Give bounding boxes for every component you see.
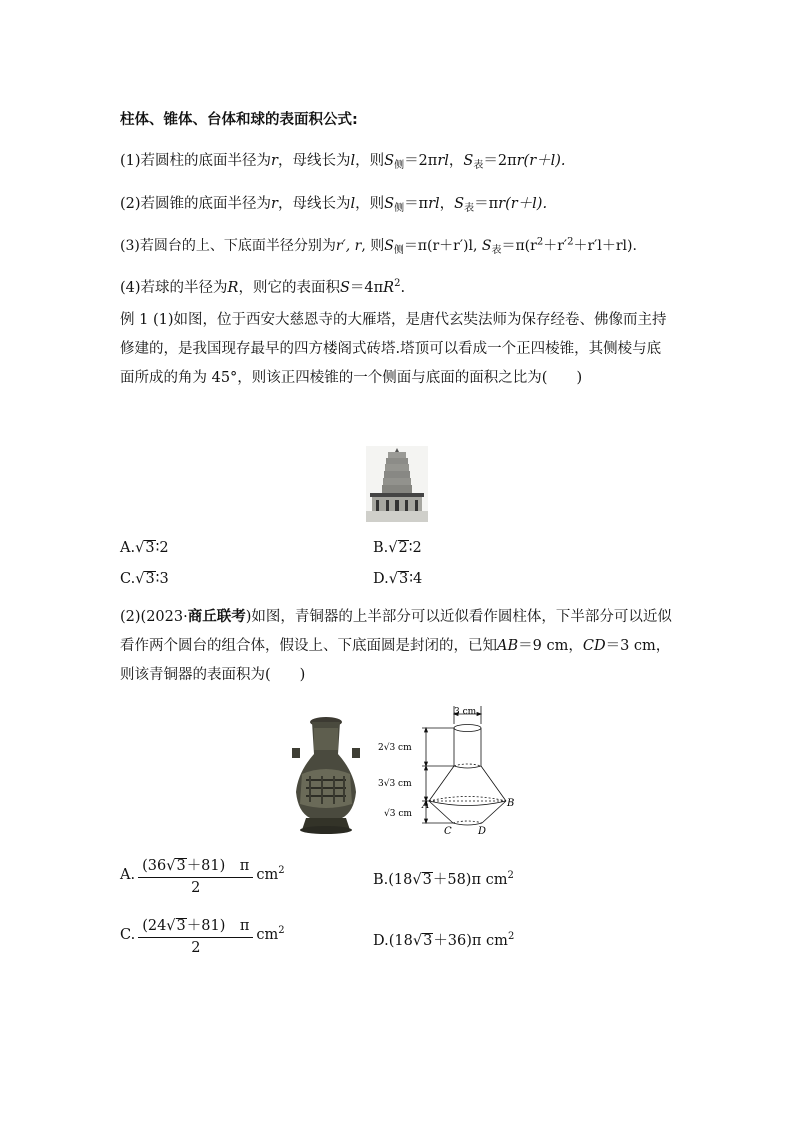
point-a: A — [422, 800, 430, 811]
example1-question: 例 1 (1)如图，位于西安大慈恩寺的大雁塔，是唐代玄奘法师为保存经卷、佛像而主持修建的，是我国现存最早的四方楼阁式砖塔.塔顶可以看成一个正四棱锥，其侧棱与底面所成的角为 45°，则该正四棱锥的一个侧面与底面的面积之比为( ) — [120, 312, 667, 386]
option-b[interactable]: B.√2∶2 — [373, 540, 422, 556]
vessel-geometry-diagram — [374, 702, 520, 840]
point-c: C — [444, 826, 452, 837]
point-b: B — [507, 798, 515, 809]
option-2c[interactable]: C. $\frac{(24√3+81) \pi}{2}$ $cm^2$ — [120, 914, 285, 956]
option-d[interactable]: D.√3∶4 — [373, 571, 423, 587]
dim-top: 3 cm — [454, 707, 477, 717]
dim-lower-frustum: √3 cm — [384, 809, 412, 819]
dim-upper-frustum: 3√3 cm — [378, 779, 412, 789]
formula-frustum: (3)若圆台的上、下底面半径分别为r′, r, 则$S_侧=\pi(r+r')l$, $S_表=\pi(r^2+r'^2+r'l+rl)$. — [120, 236, 637, 256]
pagoda-image — [366, 446, 428, 522]
dim-cylinder-height: 2√3 cm — [378, 743, 412, 753]
formula-cone: (2)若圆锥的底面半径为r，母线长为l，则$S_侧=\pi rl$，$S_表=\pi r(r+l)$. — [120, 196, 548, 214]
section-heading: 柱体、锥体、台体和球的表面积公式: — [120, 112, 358, 128]
option-2d[interactable]: D.(18√3＋36)π $cm^2$ — [373, 931, 515, 949]
formula-text: (1)若圆柱的底面半径为 — [120, 153, 272, 169]
option-2a[interactable]: A. $\frac{(36√3+81) \pi}{2}$ $cm^2$ — [120, 854, 285, 896]
point-d: D — [478, 826, 487, 837]
option-c[interactable]: C.√3∶3 — [120, 571, 169, 587]
example2-question: (2)(2023·商丘联考)如图，青铜器的上半部分可以近似看作圆柱体，下半部分可以近似看作两个圆台的组合体，假设上、下底面圆是封闭的，已知AB＝9 cm，CD＝3 cm，则该青铜器的表面积为( ) — [120, 609, 672, 683]
option-2b[interactable]: B.(18√3＋58)π $cm^2$ — [373, 870, 514, 888]
option-a[interactable]: A.√3∶2 — [120, 540, 169, 556]
bronze-vessel-image — [288, 714, 364, 834]
formula-cylinder: (1)若圆柱的底面半径为r，母线长为l，则$S_侧=2\pi rl$，$S_表=2\pi r(r+l)$. — [120, 153, 566, 171]
formula-sphere: (4)若球的半径为R，则它的表面积$S=4\pi R^2$. — [120, 278, 406, 296]
